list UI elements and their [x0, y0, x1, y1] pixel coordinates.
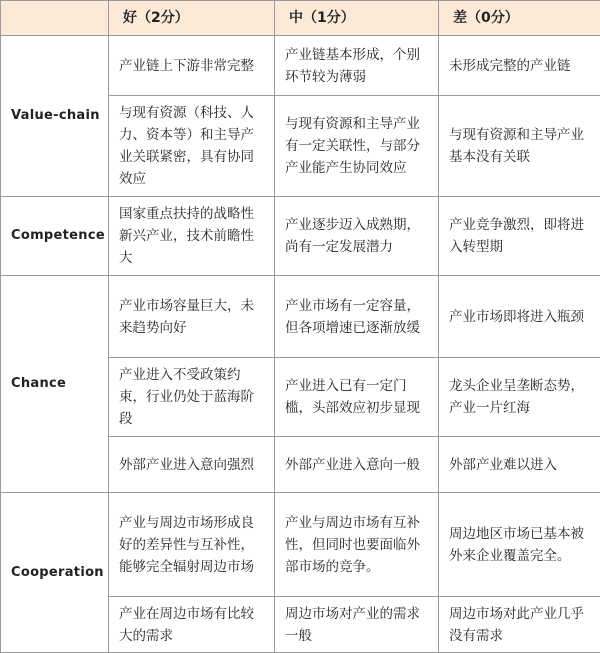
cell-medium: 与现有资源和主导产业有一定关联性，与部分产业能产生协同效应: [275, 96, 439, 197]
cell-medium: 产业进入已有一定门槛，头部效应初步显现: [275, 358, 439, 437]
cell-poor: 外部产业难以进入: [439, 437, 600, 493]
category-cooperation: Cooperation: [1, 493, 109, 653]
cell-poor: 未形成完整的产业链: [439, 36, 600, 96]
cell-good: 产业与周边市场形成良好的差异性与互补性，能够完全辐射周边市场: [109, 493, 275, 597]
cell-medium: 周边市场对产业的需求一般: [275, 597, 439, 653]
cell-poor: 与现有资源和主导产业基本没有关联: [439, 96, 600, 197]
cell-medium: 外部产业进入意向一般: [275, 437, 439, 493]
category-chance: Chance: [1, 276, 109, 493]
cell-medium: 产业市场有一定容量，但各项增速已逐渐放缓: [275, 276, 439, 358]
cell-poor: 周边市场对此产业几乎没有需求: [439, 597, 600, 653]
cell-good: 与现有资源（科技、人力、资本等）和主导产业关联紧密，具有协同效应: [109, 96, 275, 197]
table-row: [1, 36, 600, 96]
header-row: [1, 1, 600, 36]
category-value-chain: Value-chain: [1, 36, 109, 197]
category-competence: Competence: [1, 197, 109, 276]
cell-medium: 产业链基本形成，个别环节较为薄弱: [275, 36, 439, 96]
header-medium: 中（1分）: [275, 1, 439, 36]
cell-medium: 产业与周边市场有互补性，但同时也要面临外部市场的竞争。: [275, 493, 439, 597]
cell-good: 产业在周边市场有比较大的需求: [109, 597, 275, 653]
cell-poor: 龙头企业呈垄断态势，产业一片红海: [439, 358, 600, 437]
cell-good: 外部产业进入意向强烈: [109, 437, 275, 493]
header-poor: 差（0分）: [439, 1, 600, 36]
cell-poor: 周边地区市场已基本被外来企业覆盖完全。: [439, 493, 600, 597]
cell-poor: 产业竞争激烈，即将进入转型期: [439, 197, 600, 276]
cell-good: 产业链上下游非常完整: [109, 36, 275, 96]
cell-poor: 产业市场即将进入瓶颈: [439, 276, 600, 358]
header-blank-cell: [1, 1, 109, 36]
header-good: 好（2分）: [109, 1, 275, 36]
cell-good: 产业进入不受政策约束，行业仍处于蓝海阶段: [109, 358, 275, 437]
cell-good: 产业市场容量巨大，未来趋势向好: [109, 276, 275, 358]
cell-medium: 产业逐步迈入成熟期，尚有一定发展潜力: [275, 197, 439, 276]
table-row: [1, 493, 600, 597]
cell-good: 国家重点扶持的战略性新兴产业，技术前瞻性大: [109, 197, 275, 276]
table-row: [1, 197, 600, 276]
table-row: [1, 276, 600, 358]
